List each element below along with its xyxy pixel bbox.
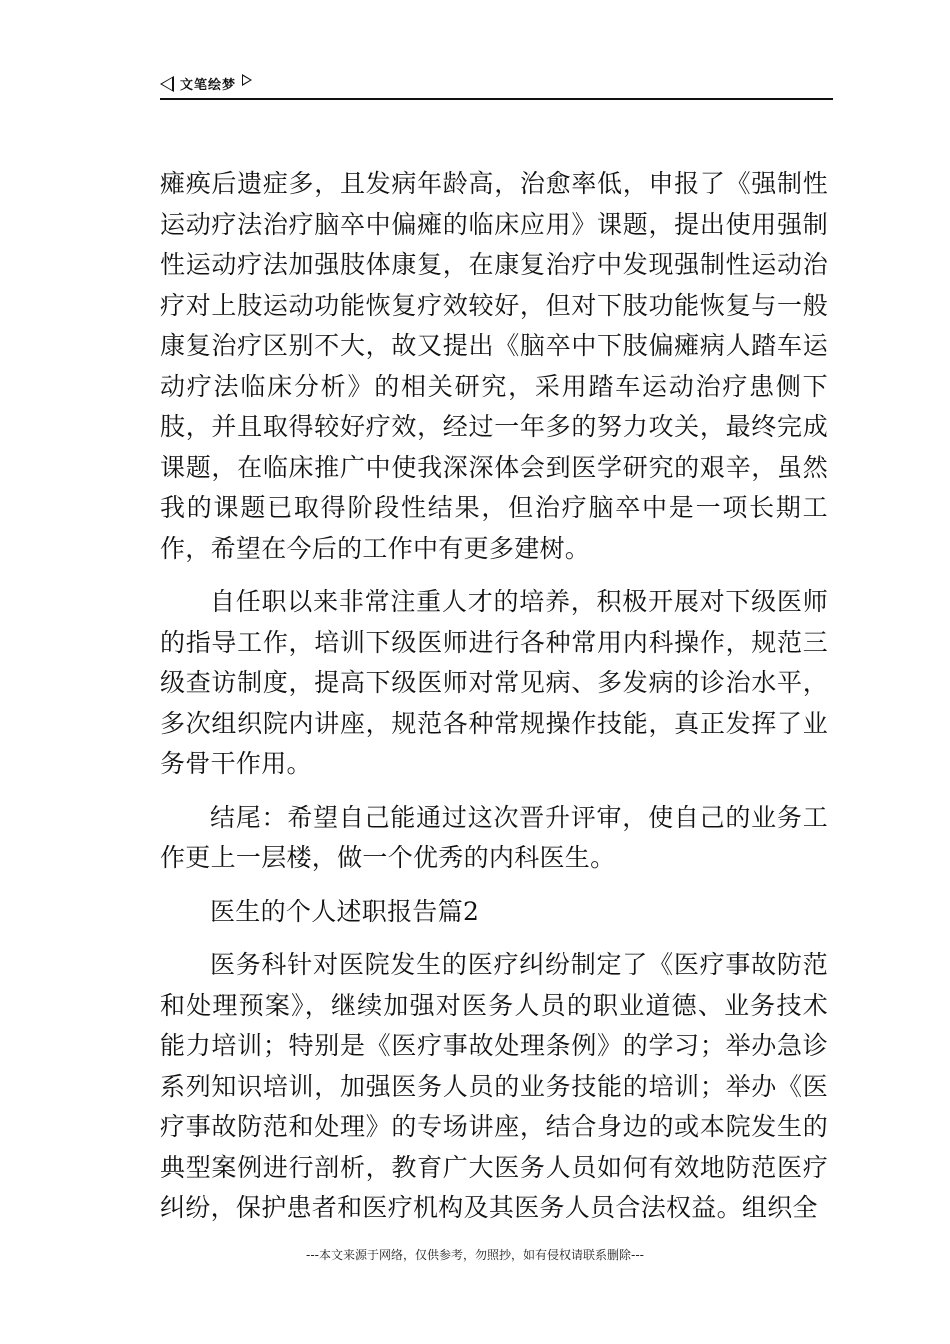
section-heading: 医生的个人述职报告篇2	[210, 896, 480, 926]
footer-notice: ---本文来源于网络，仅供参考，勿照抄，如有侵权请联系删除---	[306, 1248, 644, 1262]
paragraph-medical-affairs: 医务科针对医院发生的医疗纠纷制定了《医疗事故防范和处理预案》，继续加强对医务人员的职业道德、业务技术能力培训；特别是《医疗事故处理条例》的学习；举办急诊系列知识培训，加强医务人员的业务技能的培训；举办《医疗事故防范和处理》的专场讲座，结合身边的或本院发生的典型案例进行剖析，教育广大医务人员如何有效地防范医疗纠纷，保护患者和医疗机构及其医务人员合法权益。组织全	[160, 950, 828, 1222]
paragraph-continued: 瘫痪后遗症多，且发病年龄高，治愈率低，申报了《强制性运动疗法治疗脑卒中偏瘫的临床应用》课题，提出使用强制性运动疗法加强肢体康复，在康复治疗中发现强制性运动治疗对上肢运动功能恢复疗效较好，但对下肢功能恢复与一般康复治疗区别不大，故又提出《脑卒中下肢偏瘫病人踏车运动疗法临床分析》的相关研究，采用踏车运动治疗患侧下肢，并且取得较好疗效，经过一年多的努力攻关，最终完成课题，在临床推广中使我深深体会到医学研究的艰辛，虽然我的课题已取得阶段性结果，但治疗脑卒中是一项长期工作，希望在今后的工作中有更多建树。	[160, 169, 828, 563]
header-brand	[160, 74, 252, 93]
site-name: 文笔绘梦	[180, 78, 237, 93]
paragraph-training: 自任职以来非常注重人才的培养，积极开展对下级医师的指导工作，培训下级医师进行各种常用内科操作，规范三级查访制度，提高下级医师对常见病、多发病的诊治水平，多次组织院内讲座，规范各种常规操作技能，真正发挥了业务骨干作用。	[160, 587, 828, 778]
document-body	[160, 164, 828, 1242]
paragraph-conclusion: 结尾：希望自己能通过这次晋升评审，使自己的业务工作更上一层楼，做一个优秀的内科医生。	[160, 802, 828, 872]
triangle-left-icon	[160, 76, 174, 92]
triangle-right-icon	[242, 74, 252, 86]
page-header	[160, 72, 833, 100]
